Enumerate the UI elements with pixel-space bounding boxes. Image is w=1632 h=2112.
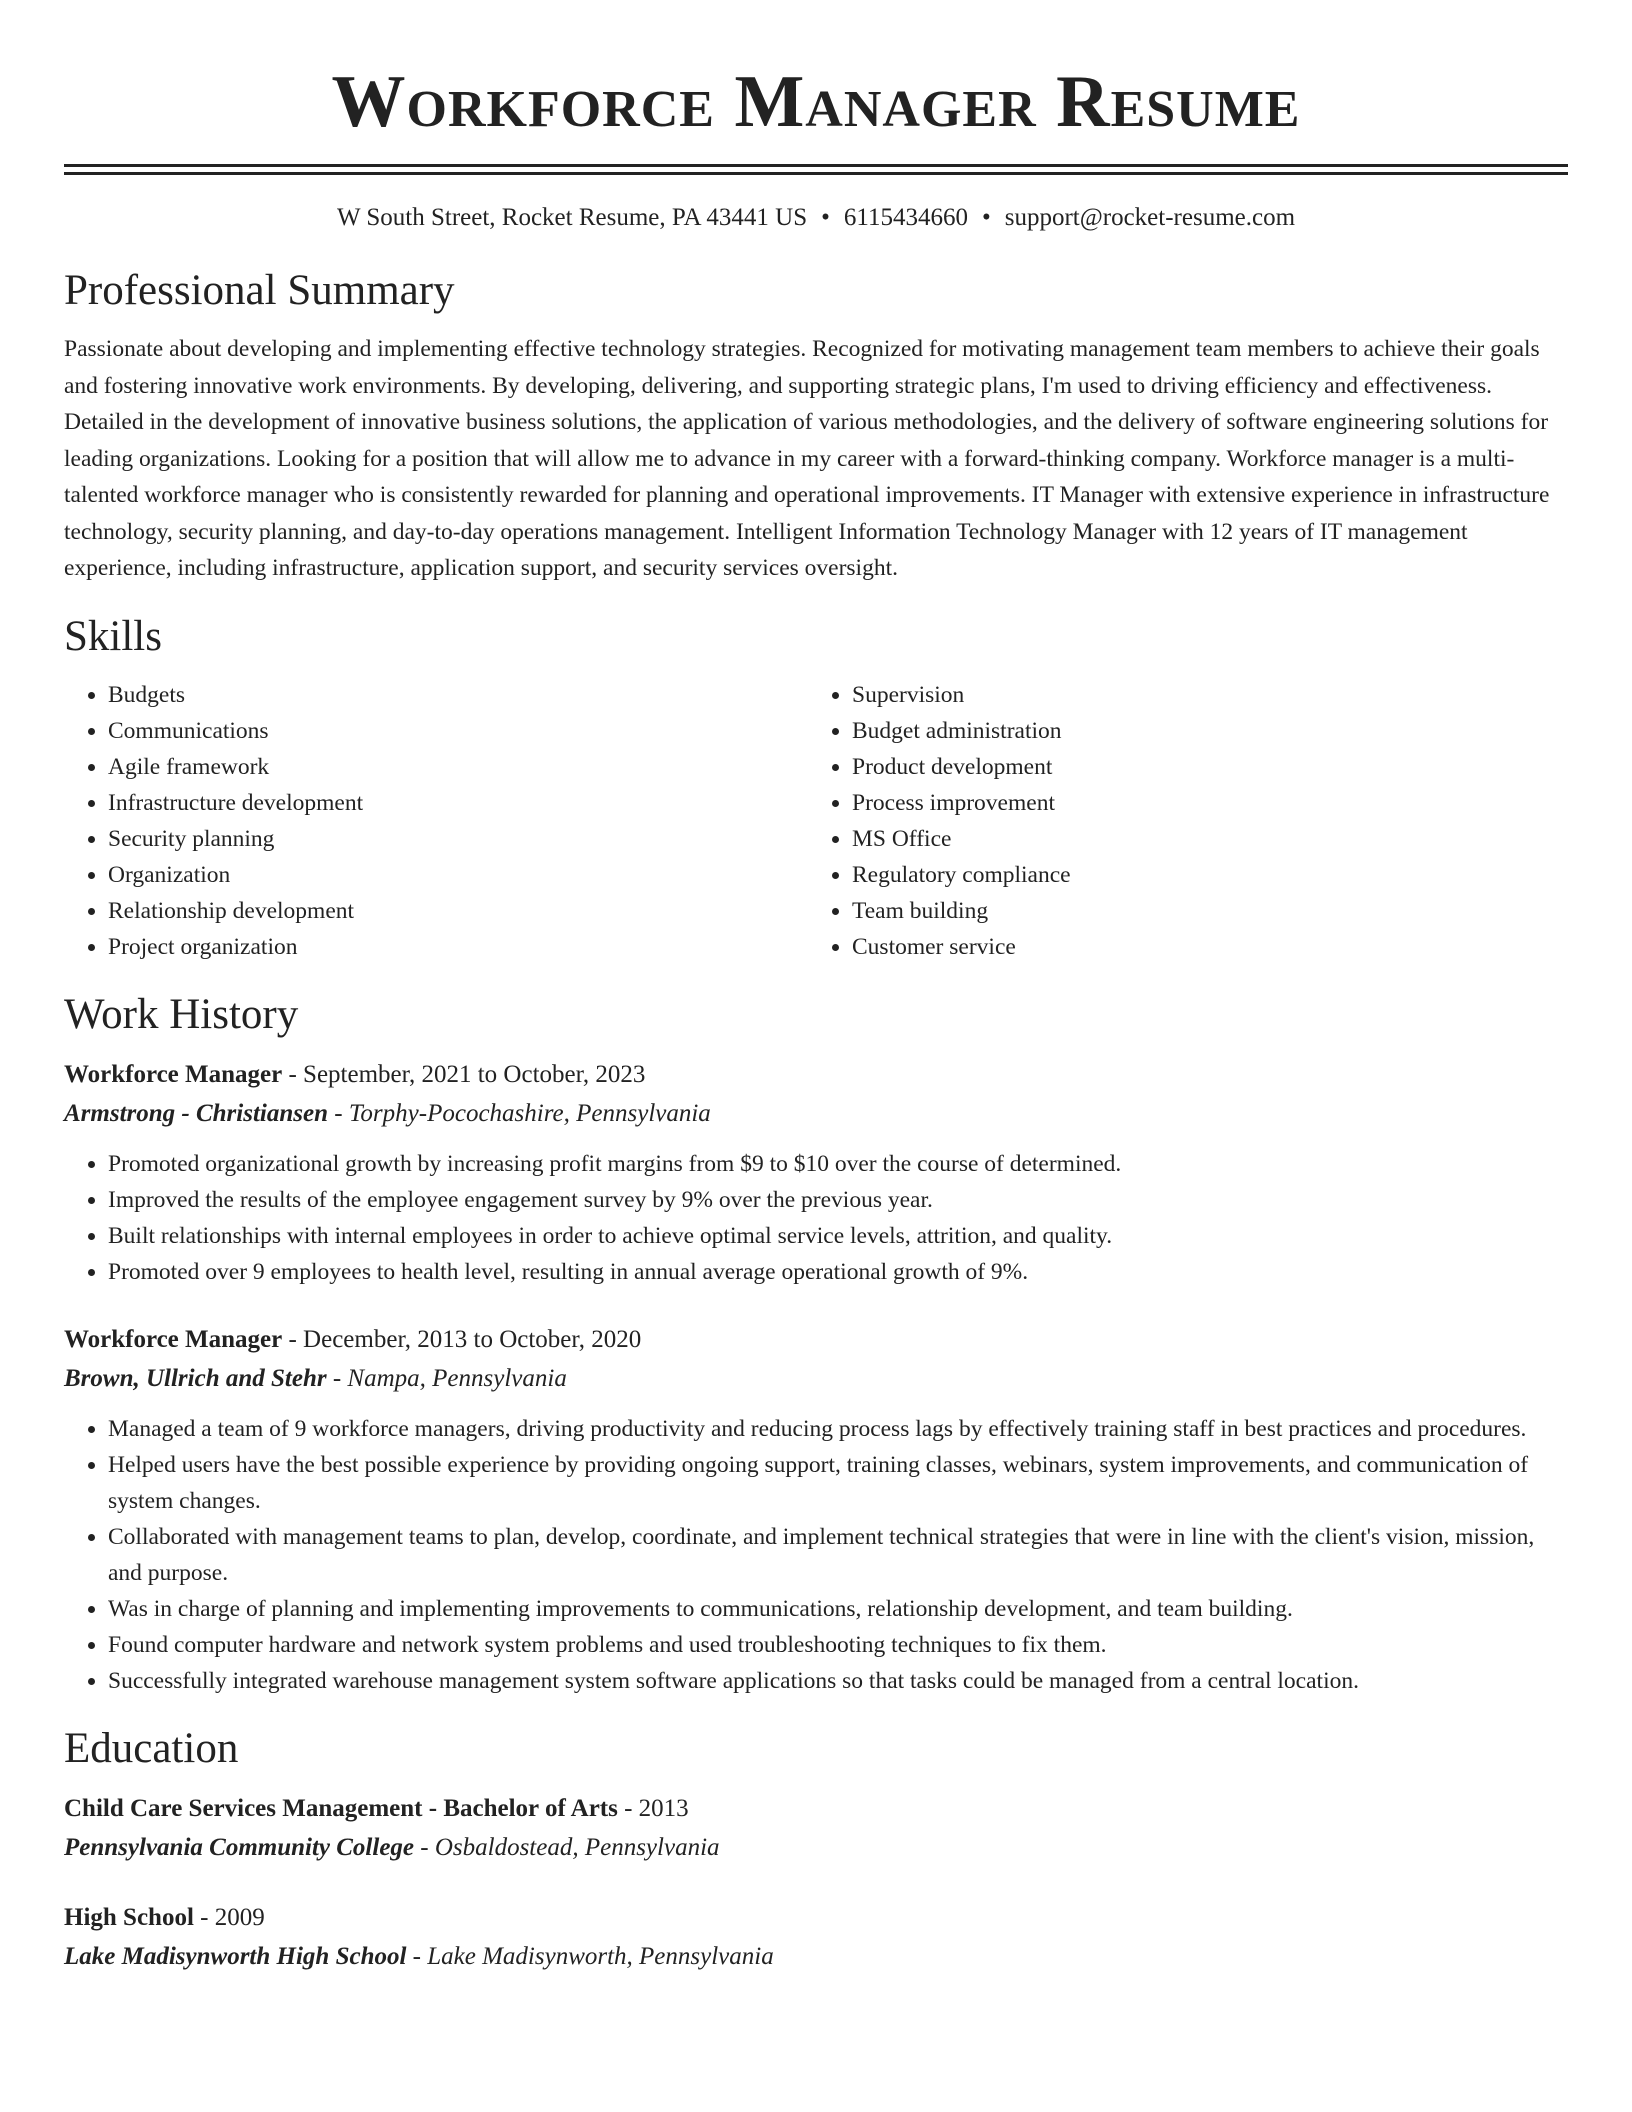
job-entry [64,1320,1568,1699]
job-title-line [64,1055,1568,1094]
job-company: Brown, Ullrich and Stehr [64,1364,327,1392]
contact-address: W South Street, Rocket Resume, PA 43441 US [336,204,808,231]
education-degree-line [64,1789,1568,1828]
skill-item: • MS Office [852,821,1071,857]
job-bullet: • Managed a team of 9 workforce managers, driving productivity and reducing process lags by effectively training staff in best practices and procedures. [108,1411,1568,1447]
job-bullets [64,1146,1568,1290]
job-bullets [64,1411,1568,1699]
job-company-line [64,1094,1568,1134]
skill-item: • Process improvement [852,785,1071,821]
contact-separator: • [981,204,991,231]
job-location: - Torphy-Pocochashire, Pennsylvania [328,1099,711,1127]
education-location: - Lake Madisynworth, Pennsylvania [406,1942,774,1970]
education-school: Lake Madisynworth High School [64,1942,407,1970]
contact-line [64,201,1568,235]
job-bullet: • Was in charge of planning and implementing improvements to communications, relationship development, and team building. [108,1591,1568,1627]
education-year: - 2013 [617,1794,689,1822]
job-entry [64,1055,1568,1290]
skill-item: • Customer service [852,929,1071,965]
education-degree: Child Care Services Management - Bachelor of Arts [64,1794,618,1822]
education-school-line [64,1937,1568,1977]
education-degree: High School [64,1903,194,1931]
contact-separator: • [821,204,830,231]
summary-section [64,263,1568,587]
job-company-line [64,1359,1568,1399]
job-bullet: • Successfully integrated warehouse management system software applications so that tasks could be managed from a central location. [108,1663,1568,1699]
job-bullet: • Helped users have the best possible experience by providing ongoing support, training classes, webinars, system improvements, and communication of system changes. [108,1447,1568,1519]
job-bullet: • Collaborated with management teams to plan, develop, coordinate, and implement technical strategies that were in line with the client's vision, mission, and purpose. [108,1519,1568,1591]
job-location: - Nampa, Pennsylvania [326,1364,567,1392]
skills-heading: Skills [64,612,162,660]
job-bullet: • Promoted over 9 employees to health level, resulting in annual average operational growth of 9%. [108,1254,1568,1290]
job-bullet: • Built relationships with internal employees in order to achieve optimal service levels, attrition, and quality. [108,1218,1568,1254]
skill-item: • Team building [852,893,1071,929]
education-section [64,1721,1568,1977]
work-history-section [64,987,1568,1699]
job-bullet: • Found computer hardware and network system problems and used troubleshooting techniques to fix them. [108,1627,1568,1663]
work-history-heading: Work History [64,990,299,1038]
skill-item: • Project organization [108,929,808,965]
skill-item: • Security planning [108,821,808,857]
job-company: Armstrong - Christiansen [64,1099,328,1127]
education-year: - 2009 [193,1903,265,1931]
resume-title: Workforce Manager Resume [331,61,1301,143]
skill-item: • Supervision [852,677,1071,713]
job-title: Workforce Manager [64,1325,283,1353]
skill-item: • Budget administration [852,713,1071,749]
skills-list-left [64,677,808,965]
skills-columns [64,677,1568,965]
education-heading: Education [64,1724,239,1772]
job-bullet: • Promoted organizational growth by increasing profit margins from $9 to $10 over the course of determined. [108,1146,1568,1182]
education-entry [64,1898,1568,1977]
skill-item: • Budgets [108,677,808,713]
skill-item: • Relationship development [108,893,808,929]
skill-item: • Agile framework [108,749,808,785]
job-title: Workforce Manager [64,1060,283,1088]
title-double-rule [64,164,1568,175]
education-entry [64,1789,1568,1868]
skill-item: • Communications [108,713,808,749]
summary-heading: Professional Summary [64,267,455,314]
skills-section [64,609,1568,965]
contact-email[interactable]: support@rocket-resume.com [1004,204,1296,231]
skill-item: • Product development [852,749,1071,785]
skill-item: • Regulatory compliance [852,857,1071,893]
education-school: Pennsylvania Community College [64,1833,415,1861]
skill-item: • Organization [108,857,808,893]
education-degree-line [64,1898,1568,1937]
summary-text: Passionate about developing and implementing effective technology strategies. Recognized for motivating management team members to achieve their goals and fostering innovative work environments. By developing, delivering, and supporting strategic plans, I'm used to driving efficiency and effectiveness. Detailed in the development of innovative business solutions, the application of various methodologies, and the delivery of software engineering solutions for leading organizations. Looking for a position that will allow me to advance in my career with a forward-thinking company. Workforce manager is a multi-talented workforce manager who is consistently rewarded for planning and operational improvements. IT Manager with extensive experience in infrastructure technology, security planning, and day-to-day operations management. Intelligent Information Technology Manager with 12 years of IT management experience, including infrastructure, application support, and security services oversight. [64,336,1550,581]
education-location: - Osbaldostead, Pennsylvania [414,1833,720,1861]
job-dates: - September, 2021 to October, 2023 [282,1060,646,1088]
skill-item: • Infrastructure development [108,785,808,821]
contact-phone: 6115434660 [843,204,968,231]
job-bullet: • Improved the results of the employee engagement survey by 9% over the previous year. [108,1182,1568,1218]
job-title-line [64,1320,1568,1359]
education-school-line [64,1828,1568,1868]
skills-list-right [808,677,1071,965]
job-dates: - December, 2013 to October, 2020 [282,1325,642,1353]
